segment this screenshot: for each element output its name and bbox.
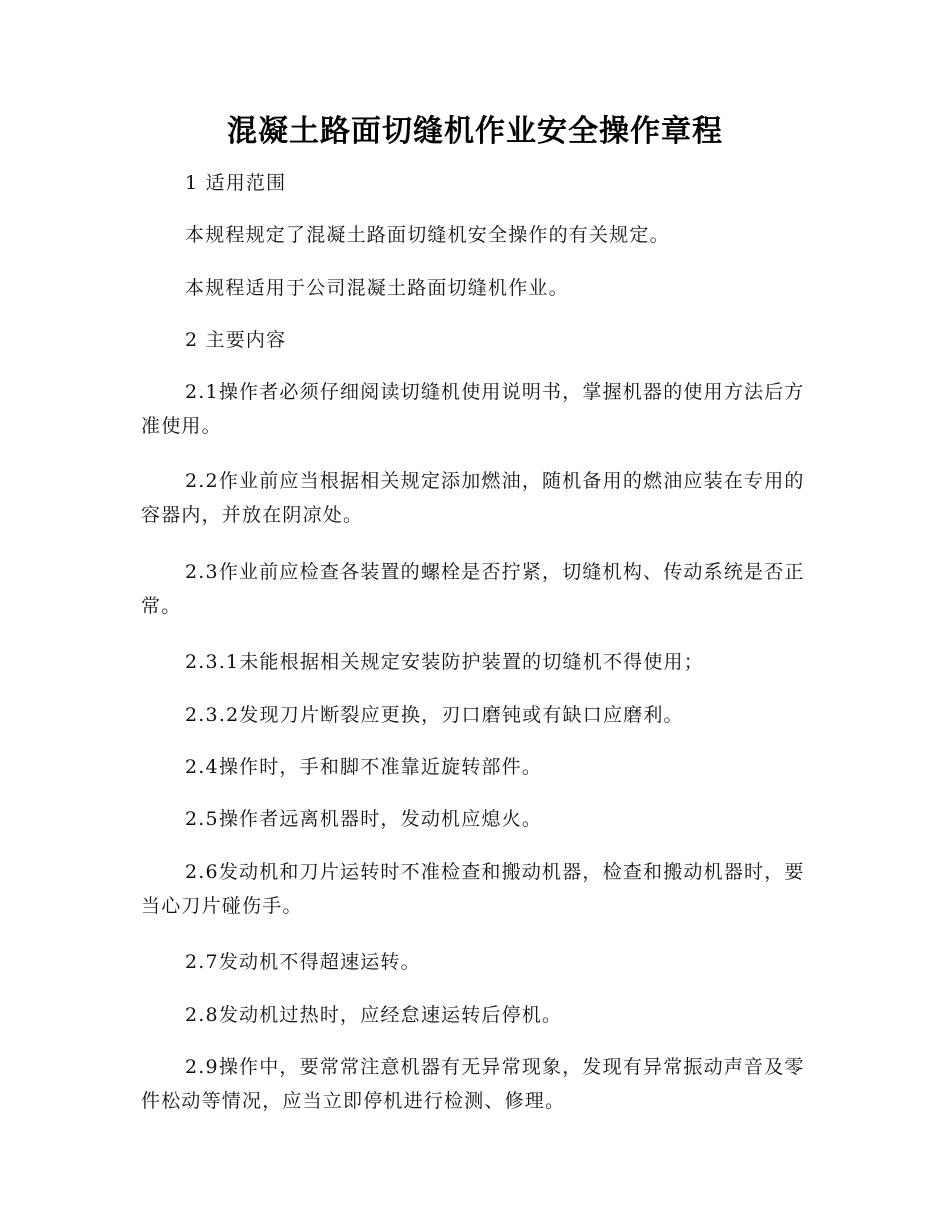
section-heading-content: 2 主要内容 xyxy=(185,329,287,351)
paragraph: 本规程规定了混凝土路面切缝机安全操作的有关规定。 xyxy=(185,224,670,246)
paragraph: 2.5操作者远离机器时，发动机应熄火。 xyxy=(185,808,543,830)
paragraph: 2.2作业前应当根据相关规定添加燃油，随机备用的燃油应装在专用的容器内，并放在阴凉处。 xyxy=(141,470,805,526)
paragraph: 2.6发动机和刀片运转时不准检查和搬动机器，检查和搬动机器时，要当心刀片碰伤手。 xyxy=(141,861,805,917)
paragraph: 2.3作业前应检查各装置的螺栓是否拧紧，切缝机构、传动系统是否正常。 xyxy=(141,561,805,617)
paragraph: 2.9操作中，要常常注意机器有无异常现象，发现有异常振动声音及零件松动等情况，应当立即停机进行检测、修理。 xyxy=(141,1056,805,1112)
section-heading-scope: 1 适用范围 xyxy=(185,172,287,194)
document-title: 混凝土路面切缝机作业安全操作章程 xyxy=(227,114,723,149)
paragraph: 2.3.2发现刀片断裂应更换，刃口磨钝或有缺口应磨利。 xyxy=(185,704,684,726)
paragraph: 本规程适用于公司混凝土路面切缝机作业。 xyxy=(185,277,569,299)
paragraph: 2.4操作时，手和脚不准靠近旋转部件。 xyxy=(185,756,543,778)
paragraph: 2.3.1未能根据相关规定安装防护装置的切缝机不得使用； xyxy=(185,651,704,673)
paragraph: 2.8发动机过热时，应经怠速运转后停机。 xyxy=(185,1004,563,1026)
paragraph: 2.7发动机不得超速运转。 xyxy=(185,951,421,973)
paragraph: 2.1操作者必须仔细阅读切缝机使用说明书，掌握机器的使用方法后方准使用。 xyxy=(141,381,805,437)
